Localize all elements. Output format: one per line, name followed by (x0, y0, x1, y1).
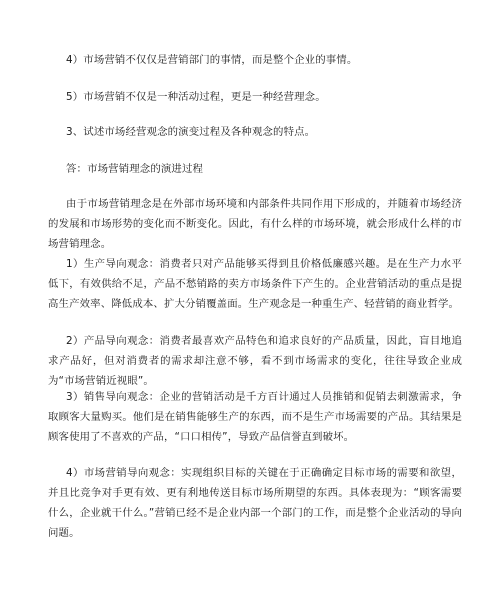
paragraph-intro-evolution: 由于市场营销理念是在外部市场环境和内部条件共同作用下形成的，并随着市场经济的发展和市场形势的变化而不断变化。因此，有什么样的市场环境，就会形成什么样的市场营销理念。 (48, 198, 462, 250)
paragraph-product-orientation: 2）产品导向观念：消费者最喜欢产品特色和追求良好的产品质量，因此，盲目地追求产品好，但对消费者的需求却注意不够，看不到市场需求的变化，往往导致企业成为“市场营销近视眼”。 (48, 335, 462, 387)
answer-heading: 答：市场营销理念的演进过程 (66, 163, 204, 175)
question-heading-3: 3、试述市场经营观念的演变过程及各种观念的特点。 (66, 126, 316, 138)
paragraph-point-5-marketing-philosophy: 5）市场营销不仅是一种活动过程，更是一种经营理念。 (66, 91, 326, 103)
paragraph-selling-orientation: 3）销售导向观念：企业的营销活动是千方百计通过人员推销和促销去刺激需求，争取顾客大量购买。他们是在销售能够生产的东西，而不是生产市场需要的产品。其结果是顾客使用了不喜欢的产品，“口口相传”，导致产品信誉直到破坏。 (48, 391, 462, 443)
paragraph-production-orientation: 1）生产导向观念：消费者只对产品能够买得到且价格低廉感兴趣。是在生产力水平低下，有效供给不足，产品不愁销路的卖方市场条件下产生的。企业营销活动的重点是提高生产效率、降低成本、扩大分销覆盖面。生产观念是一种重生产、轻营销的商业哲学。 (48, 258, 462, 310)
paragraph-point-4-marketing-whole-company: 4）市场营销不仅仅是营销部门的事情，而是整个企业的事情。 (66, 54, 358, 66)
paragraph-marketing-orientation: 4）市场营销导向观念：实现组织目标的关键在于正确确定目标市场的需要和欲望，并且比竞争对手更有效、更有利地传送目标市场所期望的东西。具体表现为：“顾客需要什么，企业就干什么。”营销已经不是企业内部一个部门的工作，而是整个企业活动的导向问题。 (48, 467, 462, 539)
